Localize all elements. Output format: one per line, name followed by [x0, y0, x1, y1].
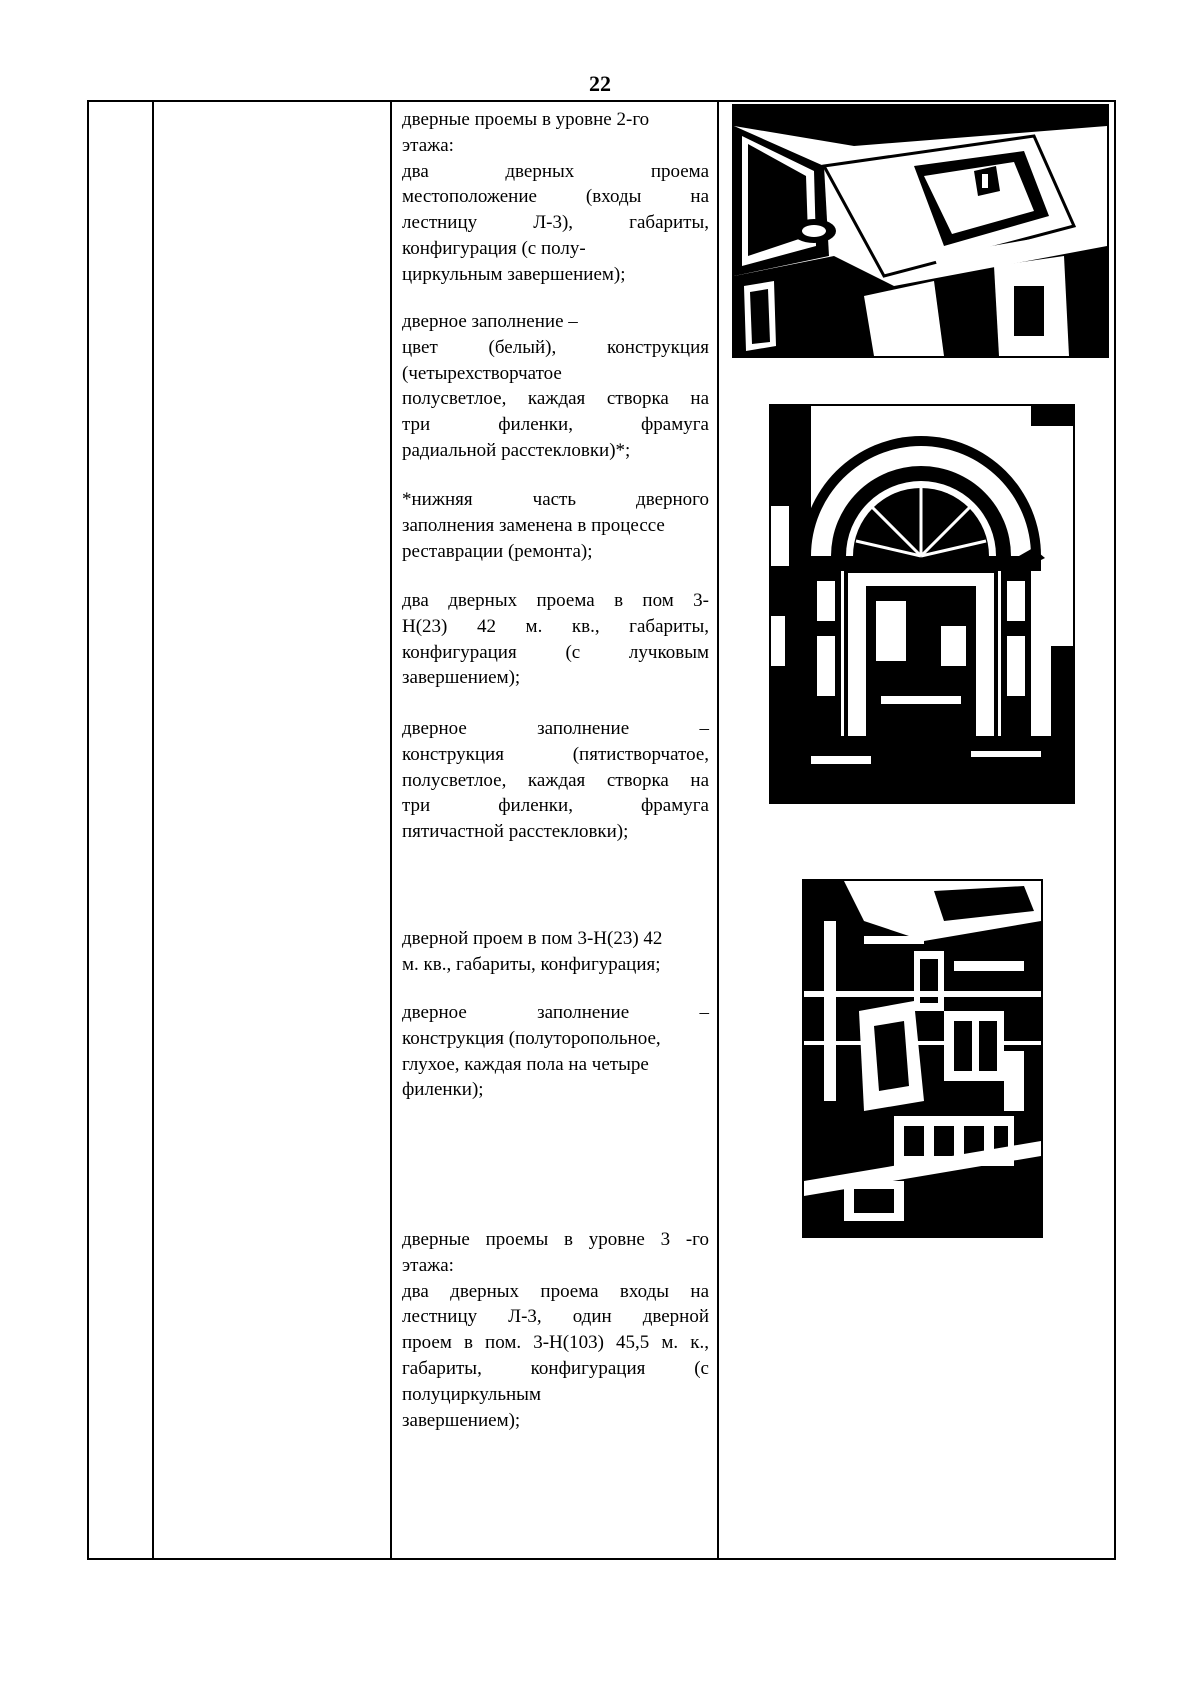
text-line: полуциркульным [402, 1383, 541, 1405]
text-line: дверной проем в пом 3-Н(23) 42 [402, 928, 663, 949]
photo-arched-door [769, 404, 1075, 804]
text-line: проем в пом. 3-Н(103) 45,5 м. к., [402, 1332, 709, 1354]
text-line: завершением); [402, 1409, 521, 1431]
text-line: дверные проемы в уровне 3 -го [402, 1229, 709, 1250]
text-line: Н(23) 42 м. кв., габариты, [402, 615, 709, 637]
text-line: габариты, конфигурация (с [402, 1357, 709, 1379]
text-line: цвет (белый), конструкция [402, 336, 709, 358]
floor2-heading-block [402, 107, 709, 288]
text-line: дверное заполнение – [402, 1002, 709, 1023]
column-divider-1 [152, 102, 154, 1558]
text-line: три филенки, фрамуга [402, 795, 709, 817]
text-line: местоположение (входы на [402, 186, 709, 208]
text-line: *нижняя часть дверного [402, 489, 709, 510]
page-number: 22 [589, 71, 611, 96]
text-line: реставрации (ремонта); [402, 540, 593, 562]
text-line: пятичастной расстекловки); [402, 821, 629, 843]
description-column [402, 102, 709, 1558]
photo-interior-door [802, 879, 1043, 1238]
text-line: два дверных проема входы на [402, 1280, 709, 1302]
text-line: два дверных проема в пом 3- [402, 590, 709, 611]
text-line: конструкция (полуторопольное, [402, 1027, 661, 1049]
column-divider-3 [717, 102, 719, 1558]
text-line: радиальной расстекловки)*; [402, 439, 631, 461]
room-one-door-block [402, 926, 709, 978]
column-divider-2 [390, 102, 392, 1558]
room-two-doors-block [402, 588, 709, 691]
note-block [402, 487, 709, 564]
text-line: конструкция (пятистворчатое, [402, 743, 709, 765]
text-line: три филенки, фрамуга [402, 414, 709, 436]
text-line: этажа: [402, 1254, 454, 1276]
text-line: завершением); [402, 667, 521, 689]
text-line: конфигурация (с лучковым [402, 641, 709, 663]
floor2-fill-block [402, 309, 709, 464]
text-line: (четырехстворчатое [402, 362, 562, 384]
text-line: дверные проемы в уровне 2-го [402, 109, 650, 130]
text-line: м. кв., габариты, конфигурация; [402, 953, 661, 975]
text-line: конфигурация (с полу- [402, 237, 586, 259]
text-line: полусветлое, каждая створка на [402, 769, 709, 791]
text-line: дверное заполнение – [402, 311, 578, 332]
text-line: лестницу Л-3), габариты, [402, 212, 709, 234]
description-table [87, 100, 1116, 1560]
text-line: глухое, каждая пола на четыре [402, 1053, 649, 1075]
text-line: циркульным завершением); [402, 263, 626, 285]
photo-staircase-ceiling [732, 104, 1109, 358]
text-line: полусветлое, каждая створка на [402, 388, 709, 410]
text-line: лестницу Л-3, один дверной [402, 1306, 709, 1328]
text-line: филенки); [402, 1079, 484, 1101]
text-line: заполнения заменена в процессе [402, 514, 665, 536]
room-one-door-fill-block [402, 1000, 709, 1103]
text-line: два дверных проема [402, 160, 709, 182]
floor3-block [402, 1227, 709, 1433]
text-line: дверное заполнение – [402, 718, 709, 739]
room-two-doors-fill-block [402, 716, 709, 845]
text-line: этажа: [402, 134, 454, 156]
